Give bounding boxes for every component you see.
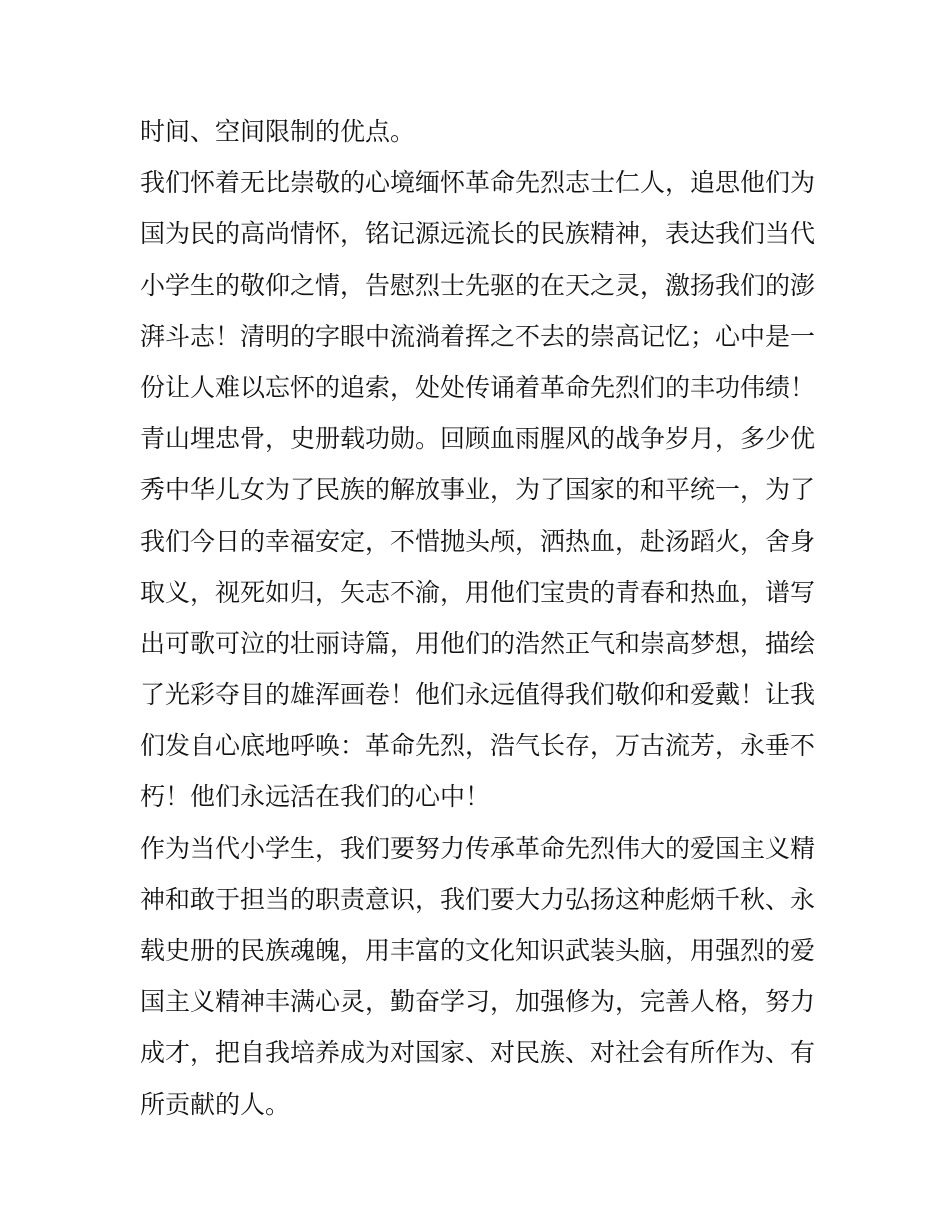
text-line: 了光彩夺目的雄浑画卷！他们永远值得我们敬仰和爱戴！让我 xyxy=(140,680,816,710)
text-line: 湃斗志！清明的字眼中流淌着挥之不去的崇高记忆；心中是一 xyxy=(140,321,816,351)
text-line: 我们今日的幸福安定，不惜抛头颅，洒热血，赴汤蹈火，舍身 xyxy=(140,526,816,556)
text-line: 青山埋忠骨，史册载功勋。回顾血雨腥风的战争岁月，多少优 xyxy=(140,424,816,454)
text-line: 神和敢于担当的职责意识，我们要大力弘扬这种彪炳千秋、永 xyxy=(140,884,816,914)
text-line: 我们怀着无比崇敬的心境缅怀革命先烈志士仁人，追思他们为 xyxy=(140,168,816,198)
text-line: 出可歌可泣的壮丽诗篇，用他们的浩然正气和崇高梦想，描绘 xyxy=(140,628,816,658)
text-line: 秀中华儿女为了民族的解放事业，为了国家的和平统一，为了 xyxy=(140,475,816,505)
text-line: 作为当代小学生，我们要努力传承革命先烈伟大的爱国主义精 xyxy=(140,833,816,863)
text-line: 时间、空间限制的优点。 xyxy=(140,117,416,146)
text-line: 小学生的敬仰之情，告慰烈士先驱的在天之灵，激扬我们的澎 xyxy=(140,270,816,300)
text-line: 成才，把自我培养成为对国家、对民族、对社会有所作为、有 xyxy=(140,1038,816,1068)
text-line: 份让人难以忘怀的追索，处处传诵着革命先烈们的丰功伟绩！ xyxy=(140,372,816,402)
text-line: 国为民的高尚情怀，铭记源远流长的民族精神，表达我们当代 xyxy=(140,219,816,249)
body-text xyxy=(140,106,820,1130)
text-line: 们发自心底地呼唤：革命先烈，浩气长存，万古流芳，永垂不 xyxy=(140,731,816,761)
text-line: 取义，视死如归，矢志不渝，用他们宝贵的青春和热血，谱写 xyxy=(140,577,816,607)
text-line: 朽！他们永远活在我们的心中！ xyxy=(140,782,491,812)
text-line: 载史册的民族魂魄，用丰富的文化知识武装头脑，用强烈的爱 xyxy=(140,936,816,965)
text-line: 国主义精神丰满心灵，勤奋学习，加强修为，完善人格，努力 xyxy=(140,987,816,1017)
text-line: 所贡献的人。 xyxy=(140,1089,291,1119)
